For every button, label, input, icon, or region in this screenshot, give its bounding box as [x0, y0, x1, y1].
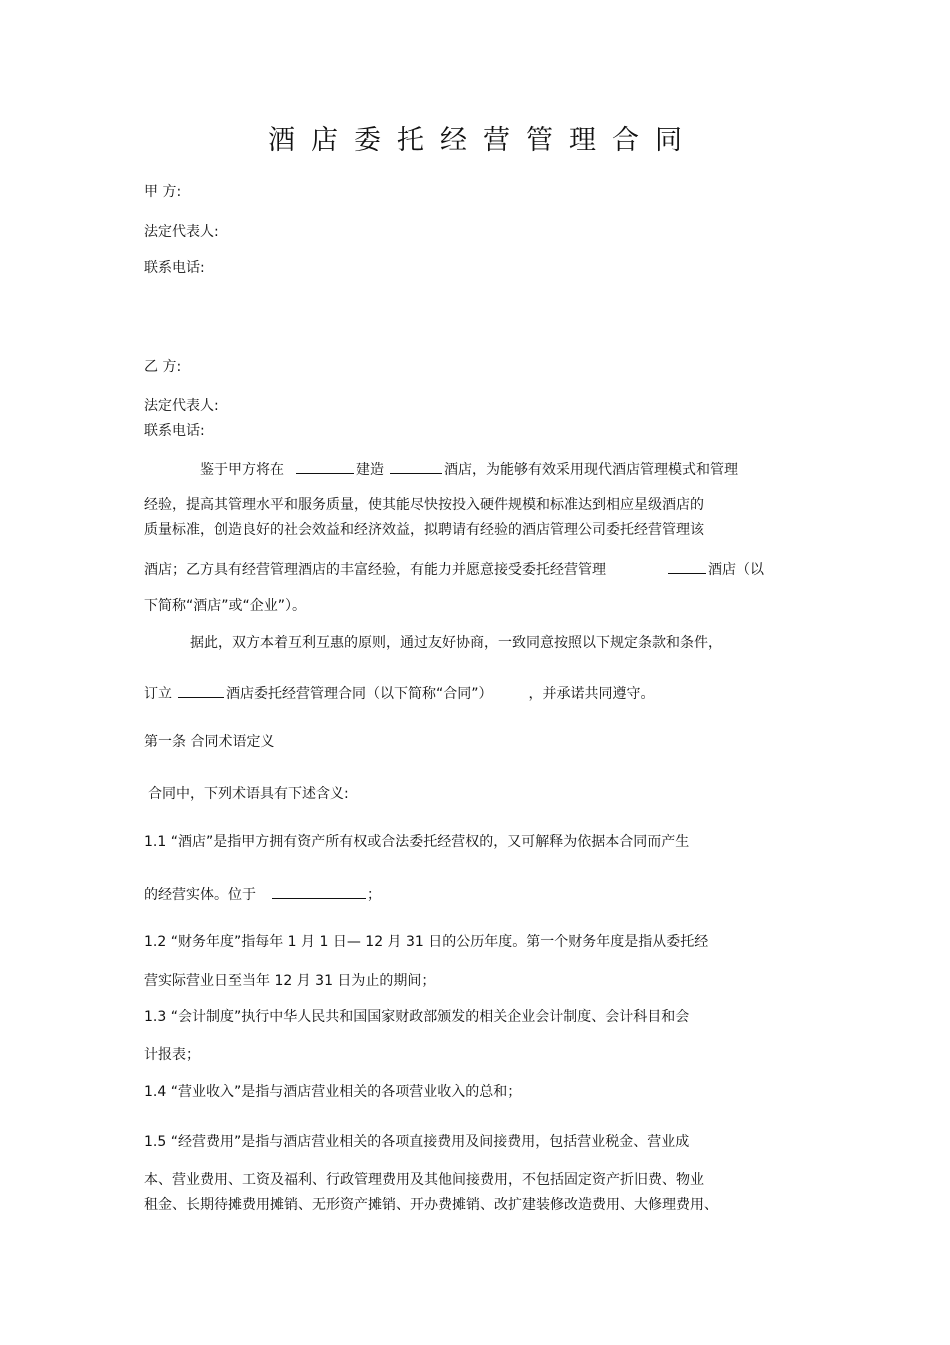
- preamble-line-6: 据此，双方本着互利互惠的原则，通过友好协商，一致同意按照以下规定条款和条件，: [190, 635, 722, 651]
- party-a-phone: 联系电话:: [144, 260, 205, 276]
- party-b-label: 乙 方:: [144, 359, 182, 375]
- preamble-line-2: 经验，提高其管理水平和服务质量，使其能尽快按投入硬件规模和标准达到相应星级酒店的: [144, 497, 704, 513]
- blank-location: [296, 459, 354, 474]
- preamble-text: 酒店，为能够有效采用现代酒店管理模式和管理: [444, 462, 738, 478]
- blank-hotel-name: [390, 459, 442, 474]
- preamble-line-5: 下简称“酒店”或“企业”）。: [144, 598, 307, 614]
- definition-1-4: 1.4 “营业收入”是指与酒店营业相关的各项营业收入的总和；: [144, 1084, 522, 1100]
- preamble-line-1: [200, 459, 738, 479]
- definition-text: 的经营实体。位于: [144, 887, 256, 903]
- preamble-line-4: [144, 559, 764, 579]
- definition-1-3-line-1: 1.3 “会计制度”执行中华人民共和国国家财政部颁发的相关企业会计制度、会计科目和会: [144, 1009, 690, 1025]
- definition-1-5-line-1: 1.5 “经营费用”是指与酒店营业相关的各项直接费用及间接费用，包括营业税金、营业成: [144, 1134, 690, 1150]
- blank-hotel-name: [668, 559, 706, 574]
- preamble-text: 酒店；乙方具有经营管理酒店的丰富经验，有能力并愿意接受委托经营管理: [144, 562, 606, 578]
- party-b-phone: 联系电话:: [144, 423, 205, 439]
- party-a-label: 甲 方:: [144, 184, 182, 200]
- article-1-heading: 第一条 合同术语定义: [144, 734, 275, 750]
- preamble-line-3: 质量标准，创造良好的社会效益和经济效益，拟聘请有经验的酒店管理公司委托经营管理该: [144, 522, 704, 538]
- blank-address: [272, 884, 366, 899]
- definition-1-5-line-2: 本、营业费用、工资及福利、行政管理费用及其他间接费用，不包括固定资产折旧费、物业: [144, 1172, 704, 1188]
- preamble-text: 建造: [356, 462, 384, 478]
- preamble-text: ，并承诺共同遵守。: [528, 686, 655, 702]
- definition-text: ；: [367, 887, 381, 903]
- definition-1-3-line-2: 计报表；: [144, 1047, 200, 1063]
- definition-1-1-line-1: 1.1 “酒店”是指甲方拥有资产所有权或合法委托经营权的，又可解释为依据本合同而产生: [144, 834, 690, 850]
- preamble-text: 订立: [144, 686, 172, 702]
- party-a-representative: 法定代表人:: [144, 224, 219, 240]
- definition-1-2-line-2: 营实际营业日至当年 12 月 31 日为止的期间；: [144, 973, 436, 989]
- preamble-line-7: [144, 683, 655, 703]
- blank-hotel-name: [178, 683, 224, 698]
- definition-1-2-line-1: 1.2 “财务年度”指每年 1 月 1 日— 12 月 31 日的公历年度。第一个财务年度是指从委托经: [144, 934, 709, 950]
- definition-1-1-line-2: [144, 884, 381, 904]
- definition-1-5-line-3: 租金、长期待摊费用摊销、无形资产摊销、开办费摊销、改扩建装修改造费用、大修理费用、: [144, 1197, 718, 1213]
- preamble-text: 鉴于甲方将在: [200, 462, 284, 478]
- preamble-text: 酒店（以: [708, 562, 764, 578]
- party-b-representative: 法定代表人:: [144, 398, 219, 414]
- document-title: 酒店委托经营管理合同: [268, 125, 698, 156]
- preamble-text: 酒店委托经营管理合同（以下简称“合同”）: [226, 686, 493, 702]
- article-1-intro: 合同中，下列术语具有下述含义:: [148, 786, 349, 802]
